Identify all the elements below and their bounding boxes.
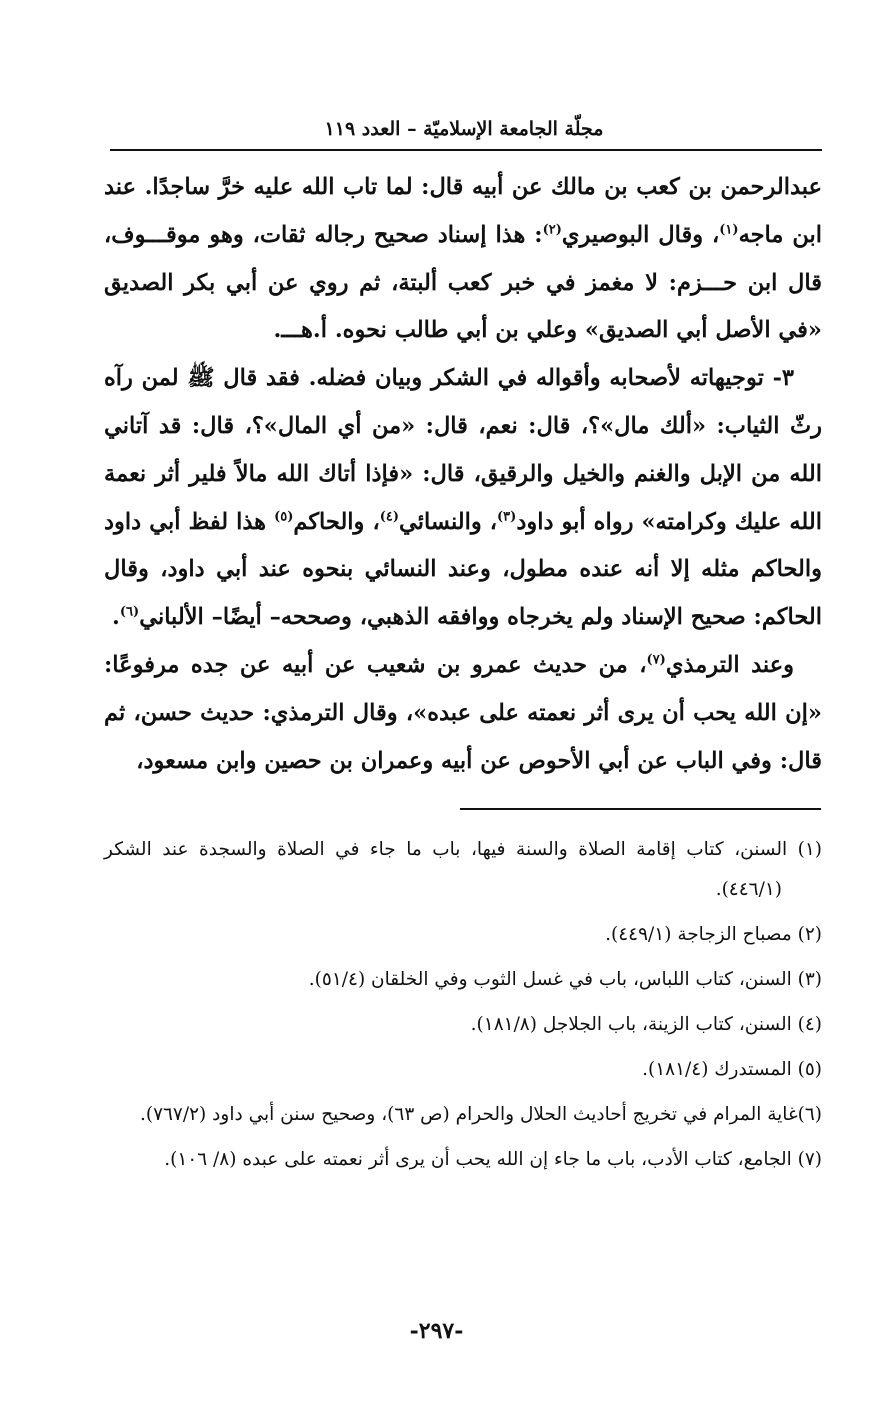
footnote-7: (٧) الجامع، كتاب الأدب، باب ما جاء إن الله يحب أن يرى أثر نعمته على عبده (٨/ ١٠٦). (164, 1149, 822, 1170)
footnote-separator (460, 808, 821, 810)
footnotes (104, 830, 822, 1185)
paragraph-2 (104, 355, 822, 642)
footnote-ref-1: (١) (719, 222, 739, 238)
paragraph-2-text-4: هذا لفظ أبي داود والحاكم مثله إلا أنه عنده مطول، وعند النسائي بنحوه عند أبي داود، وقال الحاكم: صحيح الإسناد ولم يخرجاه ووافقه الذهبي، وصححه– أيضًا– الألباني (104, 508, 822, 631)
footnote-1: (١) السنن، كتاب إقامة الصلاة والسنة فيها، باب ما جاء في الصلاة والسجدة عند الشكر (٤٤٦/١). (104, 839, 822, 900)
footnote-2: (٢) مصباح الزجاجة (٤٤٩/١). (605, 924, 822, 945)
paragraph-3-text-1: وعند الترمذي (665, 651, 794, 678)
footnote-ref-7: (٧) (646, 652, 666, 668)
paragraph-1-text-3: : هذا إسناد صحيح رجاله ثقات، وهو موقـــوف، قال ابن حـــزم: لا مغمز في خبر كعب ألبتة، ثم روي عن أبي بكر الصديق «في الأصل أبي الصديق» وعلي بن أبي طالب نحوه. أ.هـــ. (104, 221, 822, 344)
paragraph-1-text-2: ، وقال البوصيري (561, 221, 720, 248)
paragraph-1 (104, 164, 822, 355)
footnote-4: (٤) السنن، كتاب الزينة، باب الجلاجل (١٨١/٨). (470, 1014, 822, 1035)
header-rule (110, 149, 822, 151)
footnote-5: (٥) المستدرك (١٨١/٤). (642, 1059, 822, 1080)
footnote-3: (٣) السنن، كتاب اللباس، باب في غسل الثوب وفي الخلقان (٥١/٤). (308, 969, 822, 990)
footnote-ref-6: (٦) (119, 604, 140, 620)
main-text (104, 164, 822, 785)
footnote-ref-2: (٢) (542, 222, 562, 238)
footnote-ref-5: (٥) (274, 509, 294, 525)
paragraph-1-text-1: عبدالرحمن بن كعب بن مالك عن أبيه قال: لما تاب الله عليه خرَّ ساجدًا. عند ابن ماجه (104, 174, 822, 248)
paragraph-2-text-5: . (112, 604, 120, 631)
footnote-ref-4: (٤) (379, 509, 400, 525)
paragraph-2-text-1: ٣- توجيهاته لأصحابه وأقواله في الشكر وبيان فضله. فقد قال ﷺ لمن رآه رثّ الثياب: «ألك مال»؟، قال: نعم، قال: «من أي المال»؟، قال: قد آتاني الله من الإبل والغنم والخيل والرقيق، قال: «فإذا أتاك الله مالاً فلير أثر نعمة الله عليك وكرامته» رواه أبو داود (104, 365, 822, 535)
paragraph-3 (104, 642, 822, 785)
paragraph-2-text-3: ، والحاكم (293, 508, 380, 535)
footnote-6: (٦)غاية المرام في تخريج أحاديث الحلال والحرام (ص ٦٣)، وصحيح سنن أبي داود (٧٦٧/٢). (139, 1104, 822, 1125)
page-number: -٢٩٧- (409, 1318, 464, 1344)
footnote-ref-3: (٣) (497, 509, 517, 525)
paragraph-3-text-2: ، من حديث عمرو بن شعيب عن أبيه عن جده مرفوعًا: «إن الله يحب أن يرى أثر نعمته على عبده»، وقال الترمذي: حديث حسن، ثم قال: وفي الباب عن أبي الأحوص عن أبيه وعمران بن حصين وابن مسعود، (104, 651, 822, 774)
paragraph-2-text-2: ، والنسائي (399, 508, 498, 535)
running-header: مجلّة الجامعة الإسلاميّة – العدد ١١٩ (324, 118, 604, 140)
